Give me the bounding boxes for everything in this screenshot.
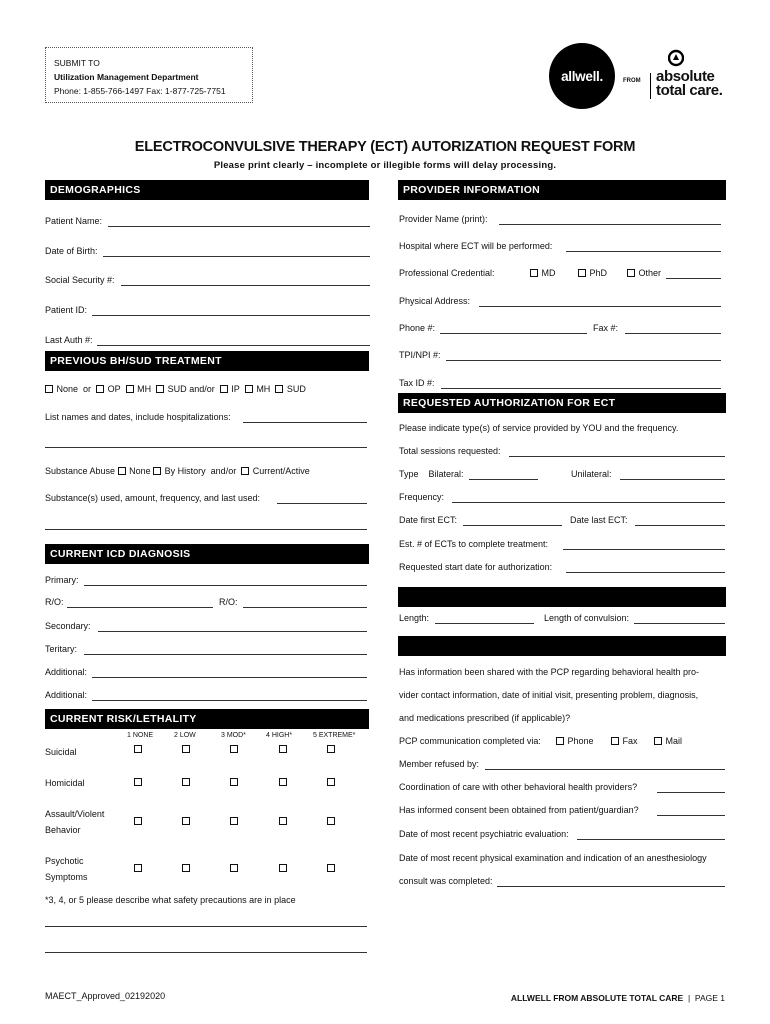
other-checkbox[interactable] <box>627 269 635 277</box>
ro-field-1[interactable] <box>67 607 213 608</box>
bilateral-field[interactable] <box>469 479 538 480</box>
none-checkbox[interactable] <box>45 385 53 393</box>
additional-label-2: Additional: <box>45 690 88 700</box>
frequency-label: Frequency: <box>399 492 445 502</box>
risk-row-suicidal-label: Suicidal <box>45 747 77 757</box>
risk-col-none: 1 NONE <box>127 732 154 739</box>
safety-field-1[interactable] <box>45 926 367 927</box>
risk-row-psychotic-label-2: Symptoms <box>45 872 88 882</box>
ip-mh-checkbox[interactable] <box>245 385 253 393</box>
date-first-field[interactable] <box>463 525 562 526</box>
unilateral-field[interactable] <box>620 479 725 480</box>
previous-treatment-header: PREVIOUS BH/SUD TREATMENT <box>45 351 369 371</box>
department-name: Utilization Management Department <box>54 72 199 82</box>
mh-checkbox[interactable] <box>126 385 134 393</box>
type-label <box>399 468 464 480</box>
allwell-logo-text: allwell. <box>561 68 603 84</box>
previous-treatment-options <box>45 383 306 395</box>
ip-label: IP <box>231 384 240 394</box>
assault-none-checkbox[interactable] <box>134 817 142 825</box>
date-last-field[interactable] <box>635 525 725 526</box>
blank-section-bar-1 <box>398 587 726 607</box>
phone-label: Phone #: <box>399 323 436 333</box>
credential-label: Professional Credential: <box>399 268 495 278</box>
credential-other <box>627 267 661 279</box>
ip-checkbox[interactable] <box>220 385 228 393</box>
substances-used-field[interactable] <box>277 503 367 504</box>
sa-history-checkbox[interactable] <box>153 467 161 475</box>
md-label: MD <box>541 268 556 278</box>
phone-field[interactable] <box>440 333 587 334</box>
physical-field[interactable] <box>497 886 725 887</box>
assault-high-checkbox[interactable] <box>279 817 287 825</box>
footer-brand <box>511 993 725 1003</box>
psych-eval-label: Date of most recent psychiatric evaluation: <box>399 829 569 839</box>
risk-row-homicidal-label: Homicidal <box>45 778 85 788</box>
suicidal-none-checkbox[interactable] <box>134 745 142 753</box>
shared-text-2: vider contact information, date of initial visit, presenting problem, diagnosis, <box>399 690 699 700</box>
date-first-label: Date first ECT: <box>399 515 458 525</box>
ip-sud-checkbox[interactable] <box>275 385 283 393</box>
risk-col-extreme: 5 EXTREME* <box>313 732 356 739</box>
member-refused-label: Member refused by: <box>399 759 480 769</box>
homicidal-none-checkbox[interactable] <box>134 778 142 786</box>
pcp-fax-checkbox[interactable] <box>611 737 619 745</box>
physical-text-1: Date of most recent physical examination and indication of an anesthesiology <box>399 853 707 863</box>
start-date-label: Requested start date for authorization: <box>399 562 553 572</box>
psychotic-low-checkbox[interactable] <box>182 864 190 872</box>
physical-text-2: consult was completed: <box>399 876 493 886</box>
ro-field-2[interactable] <box>243 607 367 608</box>
pcp-mail-checkbox[interactable] <box>654 737 662 745</box>
ro-label-2: R/O: <box>219 597 238 607</box>
start-date-field[interactable] <box>566 572 725 573</box>
coordination-field[interactable] <box>657 792 725 793</box>
or-label: or <box>83 384 92 394</box>
ip-sud-label: SUD <box>286 384 306 394</box>
phd-checkbox[interactable] <box>578 269 586 277</box>
total-sessions-label: Total sessions requested: <box>399 446 501 456</box>
consent-field[interactable] <box>657 815 725 816</box>
tax-field[interactable] <box>441 388 721 389</box>
sud-checkbox[interactable] <box>156 385 164 393</box>
list-names-field[interactable] <box>243 422 367 423</box>
psychotic-none-checkbox[interactable] <box>134 864 142 872</box>
sa-current-checkbox[interactable] <box>241 467 249 475</box>
additional-label-1: Additional: <box>45 667 88 677</box>
footer-page-number: PAGE 1 <box>694 993 725 1003</box>
assault-low-checkbox[interactable] <box>182 817 190 825</box>
icd-diagnosis-header: CURRENT ICD DIAGNOSIS <box>45 544 369 564</box>
frequency-field[interactable] <box>452 502 725 503</box>
absolute-symbol-icon <box>668 49 684 67</box>
risk-col-low: 2 LOW <box>174 732 196 739</box>
allwell-logo <box>549 43 615 109</box>
ip-mh-label: MH <box>256 384 271 394</box>
length-convulsion-field[interactable] <box>634 623 725 624</box>
length-convulsion-label: Length of convulsion: <box>544 613 630 623</box>
contact-numbers: Phone: 1-855-766-1497 Fax: 1-877-725-7751 <box>54 86 226 96</box>
op-label: OP <box>107 384 121 394</box>
other-label: Other <box>638 268 662 278</box>
sa-current-label: Current/Active <box>252 466 310 476</box>
credential-row <box>399 267 495 279</box>
type-text: Type <box>399 469 419 479</box>
sa-none-checkbox[interactable] <box>118 467 126 475</box>
patient-id-label: Patient ID: <box>45 305 88 315</box>
additional-field-1[interactable] <box>92 677 367 678</box>
teritary-label: Teritary: <box>45 644 78 654</box>
safety-note: *3, 4, or 5 please describe what safety precautions are in place <box>45 895 296 905</box>
logo-divider <box>650 73 651 99</box>
ssn-label: Social Security #: <box>45 275 115 285</box>
md-checkbox[interactable] <box>530 269 538 277</box>
length-field[interactable] <box>435 623 534 624</box>
phd-label: PhD <box>589 268 608 278</box>
shared-text-1: Has information been shared with the PCP regarding behavioral health pro- <box>399 667 700 677</box>
pcp-phone-option <box>556 735 594 747</box>
footer-form-id: MAECT_Approved_02192020 <box>45 991 166 1001</box>
tpi-label: TPI/NPI #: <box>399 350 441 360</box>
footer-brand-text: ALLWELL FROM ABSOLUTE TOTAL CARE <box>510 993 684 1003</box>
fax-label: Fax #: <box>593 323 619 333</box>
provider-name-field[interactable] <box>499 224 721 225</box>
credential-md <box>530 267 556 279</box>
coordination-label: Coordination of care with other behavioral health providers? <box>399 782 638 792</box>
suicidal-low-checkbox[interactable] <box>182 745 190 753</box>
sa-andor-label: and/or <box>210 466 237 476</box>
tpi-field[interactable] <box>446 360 721 361</box>
substance-abuse-label: Substance Abuse <box>45 466 116 476</box>
psych-eval-field[interactable] <box>577 839 725 840</box>
shared-text-3: and medications prescribed (if applicable)? <box>399 713 571 723</box>
primary-field[interactable] <box>84 585 367 586</box>
pcp-mail-label: Mail <box>665 736 683 746</box>
footer-separator: | <box>687 993 691 1003</box>
risk-row-psychotic-label: Psychotic <box>45 856 84 866</box>
homicidal-extreme-checkbox[interactable] <box>327 778 335 786</box>
last-auth-label: Last Auth #: <box>45 335 93 345</box>
pcp-fax-option <box>611 735 638 747</box>
risk-col-mod: 3 MOD* <box>221 732 246 739</box>
form-subtitle: Please print clearly – incomplete or illegible forms will delay processing. <box>213 160 557 171</box>
date-last-label: Date last ECT: <box>570 515 628 525</box>
submit-to-box <box>45 47 253 103</box>
absolute-total-care-logo <box>656 70 722 98</box>
risk-lethality-header: CURRENT RISK/LETHALITY <box>45 709 369 729</box>
risk-row-assault-label-2: Behavior <box>45 825 81 835</box>
substance-abuse-row <box>45 465 310 477</box>
last-auth-field[interactable] <box>97 345 370 346</box>
patient-name-label: Patient Name: <box>45 216 103 226</box>
op-checkbox[interactable] <box>96 385 104 393</box>
suicidal-high-checkbox[interactable] <box>279 745 287 753</box>
homicidal-high-checkbox[interactable] <box>279 778 287 786</box>
absolute-logo-line2: total care. <box>656 82 723 99</box>
pcp-comm-label: PCP communication completed via: <box>399 736 541 746</box>
assault-mod-checkbox[interactable] <box>230 817 238 825</box>
patient-name-field[interactable] <box>108 226 370 227</box>
length-label: Length: <box>399 613 430 623</box>
psychotic-high-checkbox[interactable] <box>279 864 287 872</box>
risk-col-high: 4 HIGH* <box>266 732 293 739</box>
primary-label: Primary: <box>45 575 79 585</box>
psychotic-mod-checkbox[interactable] <box>230 864 238 872</box>
est-field[interactable] <box>563 549 725 550</box>
provider-info-header: PROVIDER INFORMATION <box>398 180 726 200</box>
pcp-phone-label: Phone <box>567 736 594 746</box>
list-names-label: List names and dates, include hospitalizations: <box>45 412 231 422</box>
sud-label: SUD <box>167 384 187 394</box>
indicate-text: Please indicate type(s) of service provided by YOU and the frequency. <box>399 423 679 433</box>
substances-used-label: Substance(s) used, amount, frequency, and last used: <box>45 493 260 503</box>
pcp-mail-option <box>654 735 682 747</box>
provider-name-label: Provider Name (print): <box>399 214 488 224</box>
dob-field[interactable] <box>103 256 370 257</box>
bilateral-label: Bilateral: <box>428 469 464 479</box>
blank-section-bar-2 <box>398 636 726 656</box>
homicidal-low-checkbox[interactable] <box>182 778 190 786</box>
additional-field-2[interactable] <box>92 700 367 701</box>
absolute-logo-line1: absolute <box>656 68 715 85</box>
risk-row-assault-label: Assault/Violent <box>45 809 105 819</box>
total-sessions-field[interactable] <box>509 456 725 457</box>
psychotic-extreme-checkbox[interactable] <box>327 864 335 872</box>
requested-auth-header: REQUESTED AUTHORIZATION FOR ECT <box>398 393 726 413</box>
consent-label: Has informed consent been obtained from patient/guardian? <box>399 805 639 815</box>
secondary-label: Secondary: <box>45 621 91 631</box>
tax-label: Tax ID #: <box>399 378 435 388</box>
secondary-field[interactable] <box>98 631 367 632</box>
unilateral-label: Unilateral: <box>571 469 612 479</box>
from-label: FROM <box>623 78 641 84</box>
demographics-header: DEMOGRAPHICS <box>45 180 369 200</box>
credential-phd <box>578 267 607 279</box>
other-credential-field[interactable] <box>666 278 721 279</box>
suicidal-mod-checkbox[interactable] <box>230 745 238 753</box>
assault-extreme-checkbox[interactable] <box>327 817 335 825</box>
teritary-field[interactable] <box>84 654 367 655</box>
pcp-fax-label: Fax <box>622 736 638 746</box>
est-label: Est. # of ECTs to complete treatment: <box>399 539 549 549</box>
homicidal-mod-checkbox[interactable] <box>230 778 238 786</box>
form-title: ELECTROCONVULSIVE THERAPY (ECT) AUTORIZATION REQUEST FORM <box>134 139 636 155</box>
hospital-label: Hospital where ECT will be performed: <box>399 241 553 251</box>
ssn-field[interactable] <box>121 285 370 286</box>
patient-id-field[interactable] <box>92 315 370 316</box>
none-label: None <box>56 384 79 394</box>
submit-to-label: SUBMIT TO <box>54 58 100 68</box>
andor-label: and/or <box>189 384 215 394</box>
substances-used-field-2[interactable] <box>45 529 367 530</box>
sa-history-label: By History <box>164 466 206 476</box>
pcp-phone-checkbox[interactable] <box>556 737 564 745</box>
suicidal-extreme-checkbox[interactable] <box>327 745 335 753</box>
dob-label: Date of Birth: <box>45 246 98 256</box>
ro-label-1: R/O: <box>45 597 64 607</box>
fax-field[interactable] <box>625 333 721 334</box>
sa-none-label: None <box>129 466 151 476</box>
address-label: Physical Address: <box>399 296 471 306</box>
member-refused-field[interactable] <box>485 769 725 770</box>
hospital-field[interactable] <box>566 251 721 252</box>
list-names-field-2[interactable] <box>45 447 367 448</box>
address-field[interactable] <box>479 306 721 307</box>
safety-field-2[interactable] <box>45 952 367 953</box>
mh-label: MH <box>137 384 152 394</box>
